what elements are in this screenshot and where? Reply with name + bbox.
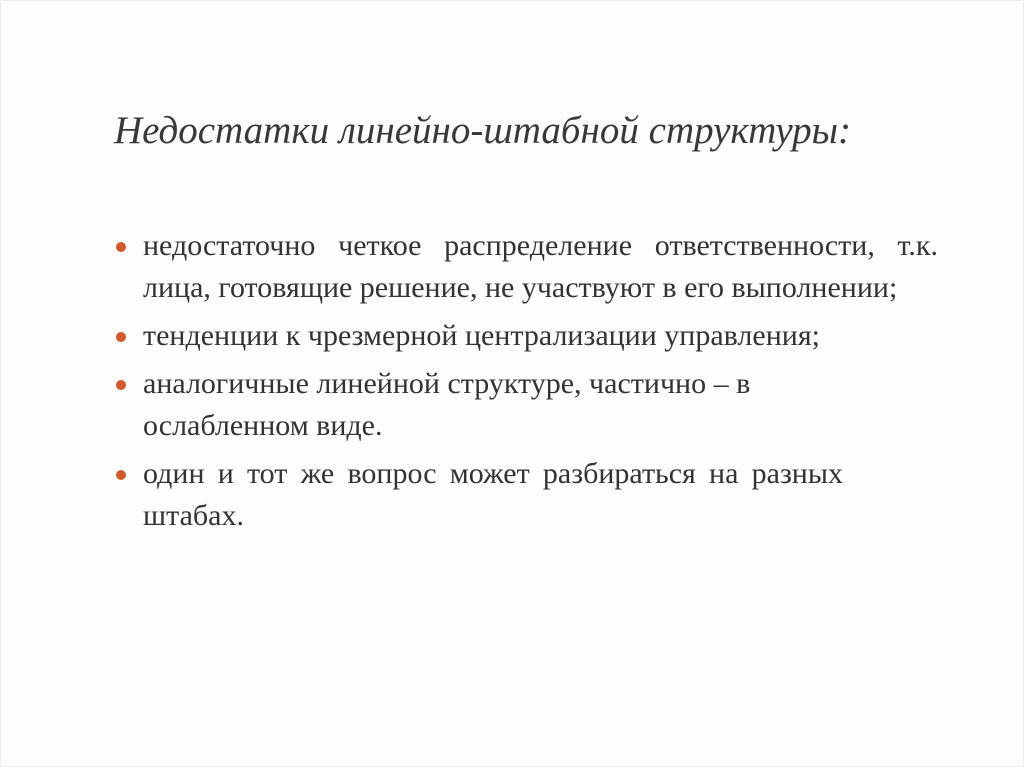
list-item-text: тенденции к чрезмерной централизации управления; xyxy=(143,319,820,352)
list-item xyxy=(111,315,931,357)
list-item xyxy=(111,453,843,537)
list-item xyxy=(111,363,903,447)
bullet-icon xyxy=(116,332,126,342)
bullet-icon xyxy=(116,470,126,480)
bullet-list xyxy=(111,225,938,543)
list-item-text: аналогичные линейной структуре, частично – в ослабленном виде. xyxy=(143,367,751,442)
bullet-icon xyxy=(116,242,126,252)
list-item-text: один и тот же вопрос может разбираться на разных штабах. xyxy=(143,457,843,532)
bullet-icon xyxy=(116,380,126,390)
slide-title: Недостатки линейно-штабной структуры: xyxy=(114,109,852,152)
list-item-text: недостаточно четкое распределение ответственности, т.к. лица, готовящие решение, не участвуют в его выполнении; xyxy=(143,229,938,304)
list-item xyxy=(111,225,938,309)
